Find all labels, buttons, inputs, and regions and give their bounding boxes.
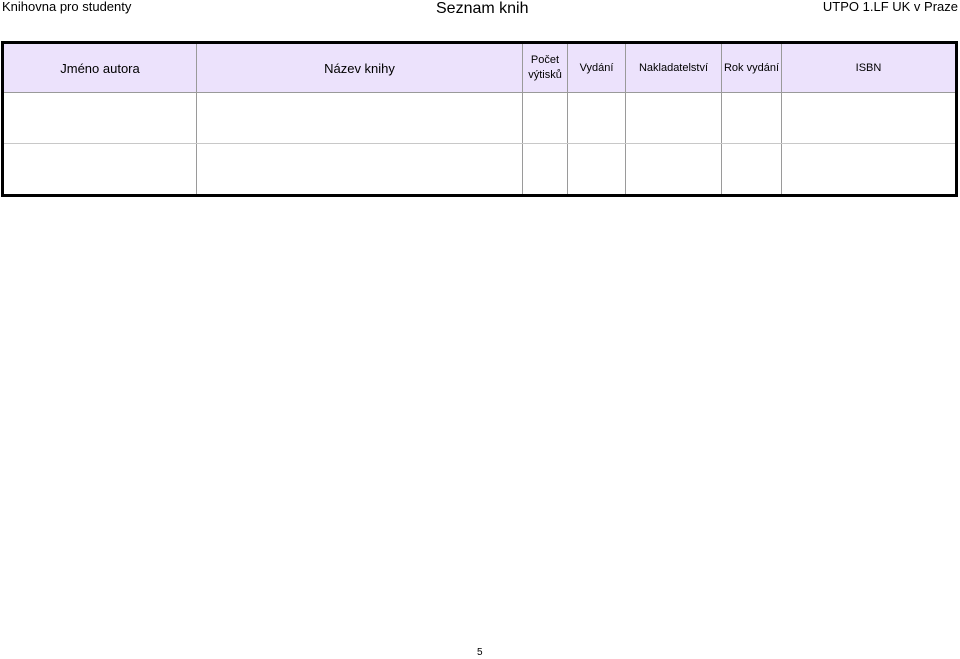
table-cell[interactable] [197, 144, 523, 196]
table-cell[interactable] [523, 93, 568, 144]
table-header-row [3, 43, 957, 93]
col-header-copies-count: Počet výtisků [523, 43, 568, 93]
table-cell[interactable] [626, 93, 722, 144]
table-cell[interactable] [568, 144, 626, 196]
col-header-edition: Vydání [568, 43, 626, 93]
col-header-author-name: Jméno autora [3, 43, 197, 93]
header-institution: UTPO 1.LF UK v Praze [822, 0, 958, 14]
table-cell[interactable] [3, 144, 197, 196]
table-cell[interactable] [782, 93, 957, 144]
page-number: 5 [477, 647, 483, 658]
col-header-isbn: ISBN [782, 43, 957, 93]
table-cell[interactable] [782, 144, 957, 196]
header-library-name: Knihovna pro studenty [2, 0, 132, 14]
table-cell[interactable] [523, 144, 568, 196]
table-cell[interactable] [197, 93, 523, 144]
table-row [3, 93, 957, 144]
page-title: Seznam knih [436, 0, 529, 17]
col-header-publication-year: Rok vydání [722, 43, 782, 93]
table-cell[interactable] [626, 144, 722, 196]
col-header-book-title: Název knihy [197, 43, 523, 93]
table-cell[interactable] [3, 93, 197, 144]
table-cell[interactable] [722, 144, 782, 196]
col-header-publisher: Nakladatelství [626, 43, 722, 93]
table-cell[interactable] [722, 93, 782, 144]
book-list-table [1, 41, 958, 197]
table-row [3, 144, 957, 196]
table-cell[interactable] [568, 93, 626, 144]
